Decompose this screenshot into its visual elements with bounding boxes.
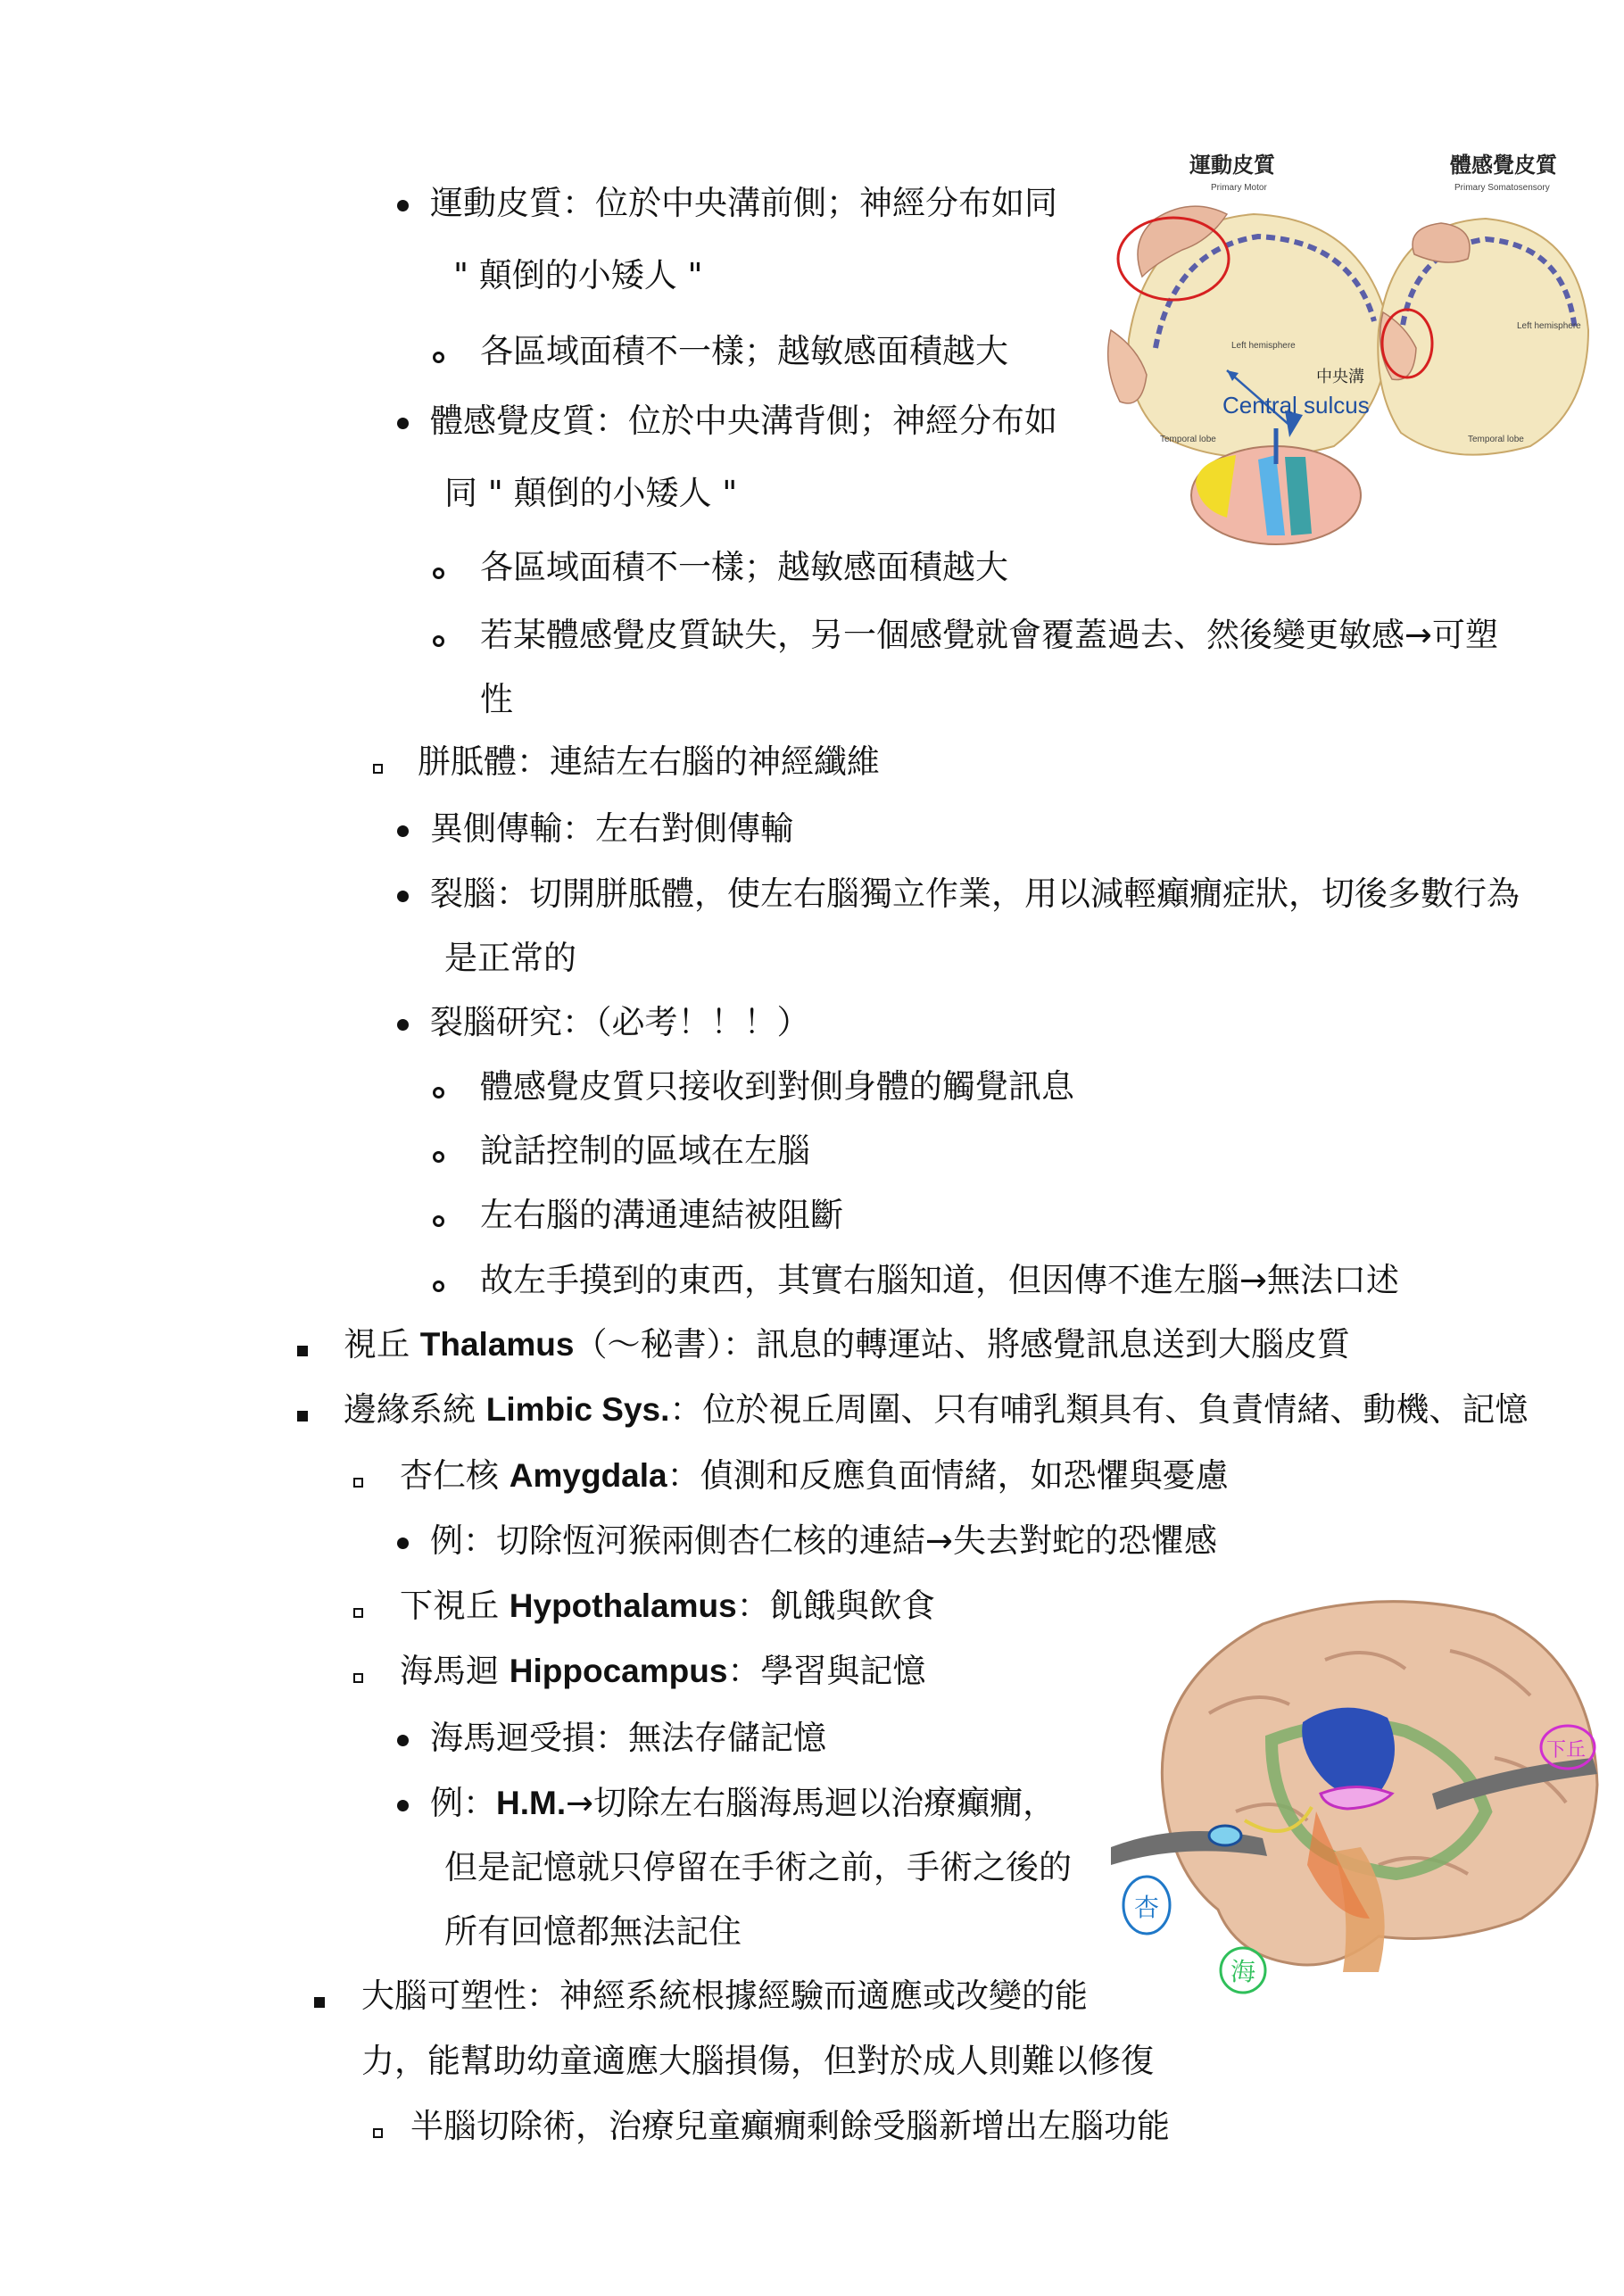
hippocampus-damage-line: 海馬迴受損：無法存儲記憶 [430, 1719, 826, 1757]
thalamus-term: Thalamus [419, 1326, 575, 1363]
limbic-term: Limbic Sys. [485, 1391, 670, 1428]
hm-example-desc: →切除左右腦海馬迴以治療癲癇， [566, 1784, 1056, 1822]
contralateral-line: 異側傳輸：左右對側傳輸 [430, 809, 793, 848]
hm-example-line [430, 1780, 1056, 1827]
cortex-homunculus-figure [1093, 143, 1593, 553]
motor-cortex-line: 運動皮質：位於中央溝前側；神經分布如同 [430, 184, 1057, 222]
bullet-dot [397, 180, 409, 227]
motor-temporal-lobe-label: Temporal lobe [1160, 435, 1216, 444]
bullet-circle [433, 616, 444, 662]
bullet-square-open [353, 1456, 363, 1503]
thalamus-line [344, 1322, 1350, 1368]
sensory-cortex-line-cont: 同 " 顛倒的小矮人 " [444, 474, 738, 512]
hm-term: H.M. [496, 1785, 567, 1821]
sensory-left-hemisphere-label: Left hemisphere [1517, 321, 1581, 331]
bullet-square-filled [314, 1977, 325, 2023]
amygdala-line [400, 1453, 1229, 1499]
sensory-temporal-lobe-label: Temporal lobe [1468, 435, 1524, 444]
hippocampus-line [400, 1648, 925, 1695]
motor-cortex-line-cont: " 顛倒的小矮人 " [453, 256, 703, 294]
motor-left-hemisphere-label: Left hemisphere [1231, 341, 1296, 351]
bullet-circle [433, 1196, 444, 1242]
study-point-1: 體感覺皮質只接收到對側身體的觸覺訊息 [480, 1067, 1074, 1106]
hippocampus-handwritten-mark: 海 [1230, 1957, 1256, 1986]
bullet-circle [433, 1131, 444, 1178]
hypothalamus-desc: ：飢餓與飲食 [736, 1587, 935, 1625]
bullet-square-filled [297, 1325, 308, 1372]
motor-cortex-subtitle: Primary Motor [1211, 183, 1267, 193]
bullet-dot [397, 1780, 409, 1827]
plasticity-line-cont: 性 [480, 680, 513, 718]
hypothalamus-term: Hypothalamus [509, 1587, 737, 1624]
split-brain-line-cont: 是正常的 [444, 939, 576, 977]
hm-example-label: 例： [430, 1784, 496, 1822]
bullet-dot [397, 398, 409, 444]
motor-cortex-title: 運動皮質 [1189, 153, 1275, 178]
bullet-square-open [373, 742, 383, 789]
amygdala-handwritten-mark: 杏 [1134, 1893, 1160, 1922]
hypothalamus-label: 下視丘 [400, 1587, 510, 1625]
handwritten-central-sulcus-note: 中央溝 [1316, 368, 1364, 386]
hm-example-line-cont-2: 所有回憶都無法記住 [444, 1912, 742, 1951]
amygdala-example: 例：切除恆河猴兩側杏仁核的連結→失去對蛇的恐懼感 [430, 1521, 1218, 1560]
study-point-2: 說話控制的區域在左腦 [480, 1131, 810, 1170]
limbic-line [344, 1387, 1528, 1433]
sensory-area-size-line: 各區域面積不一樣；越敏感面積越大 [480, 548, 1008, 586]
hippocampus-label: 海馬迴 [400, 1652, 510, 1690]
split-brain-study-line: 裂腦研究：（必考！！！） [430, 1003, 810, 1041]
bullet-circle [433, 1261, 444, 1307]
motor-area-size-line: 各區域面積不一樣；越敏感面積越大 [480, 332, 1008, 370]
brain-plasticity-line-cont: 力，能幫助幼童適應大腦損傷，但對於成人則難以修復 [361, 2042, 1154, 2080]
hypothalamus-handwritten-mark: 下丘 [1546, 1739, 1587, 1761]
bullet-square-open [353, 1652, 363, 1698]
limbic-system-figure [1111, 1579, 1611, 1999]
hippocampus-desc: ：學習與記憶 [727, 1652, 926, 1690]
hemispherectomy-line: 半腦切除術，治療兒童癲癇剩餘受腦新增出左腦功能 [410, 2107, 1170, 2145]
amygdala-label: 杏仁核 [400, 1456, 510, 1495]
amygdala-desc: ：偵測和反應負面情緒，如恐懼與憂慮 [667, 1456, 1229, 1495]
sensory-cortex-title: 體感覺皮質 [1450, 153, 1557, 178]
hm-example-line-cont-1: 但是記憶就只停留在手術之前，手術之後的 [444, 1848, 1072, 1886]
study-point-4: 故左手摸到的東西，其實右腦知道，但因傳不進左腦→無法口述 [480, 1261, 1400, 1299]
plasticity-line: 若某體感覺皮質缺失，另一個感覺就會覆蓋過去、然後變更敏感→可塑 [480, 616, 1499, 654]
bullet-square-open [353, 1587, 363, 1633]
bullet-dot [397, 999, 409, 1046]
bullet-dot [397, 806, 409, 852]
bullet-square-open [373, 2107, 383, 2153]
limbic-label: 邊緣系統 [344, 1390, 486, 1429]
sensory-cortex-subtitle: Primary Somatosensory [1454, 183, 1550, 193]
amygdala-term: Amygdala [509, 1457, 667, 1494]
study-point-3: 左右腦的溝通連結被阻斷 [480, 1196, 843, 1234]
hypothalamus-line [400, 1583, 935, 1629]
hippocampus-term: Hippocampus [509, 1653, 728, 1689]
motor-homunculus [1108, 206, 1388, 458]
bullet-dot [397, 1715, 409, 1761]
limbic-desc: ：位於視丘周圍、只有哺乳類具有、負責情緒、動機、記憶 [669, 1390, 1529, 1429]
bullet-circle [433, 548, 444, 594]
central-sulcus-label: Central sulcus [1222, 392, 1370, 419]
bullet-dot [397, 871, 409, 917]
split-brain-line: 裂腦：切開胼胝體，使左右腦獨立作業，用以減輕癲癇症狀，切後多數行為 [430, 874, 1520, 913]
brain-plasticity-line: 大腦可塑性：神經系統根據經驗而適應或改變的能 [361, 1977, 1088, 2015]
sensory-homunculus [1378, 219, 1588, 455]
bullet-circle [433, 332, 444, 378]
bullet-square-filled [297, 1390, 308, 1437]
corpus-callosum-line: 胼胝體：連結左右腦的神經纖維 [418, 742, 880, 781]
bullet-dot [397, 1518, 409, 1564]
thalamus-label: 視丘 [344, 1325, 420, 1364]
sensory-cortex-line: 體感覺皮質：位於中央溝背側；神經分布如 [430, 402, 1057, 440]
thalamus-desc: （～秘書）：訊息的轉運站、將感覺訊息送到大腦皮質 [574, 1325, 1350, 1364]
bullet-circle [433, 1067, 444, 1114]
